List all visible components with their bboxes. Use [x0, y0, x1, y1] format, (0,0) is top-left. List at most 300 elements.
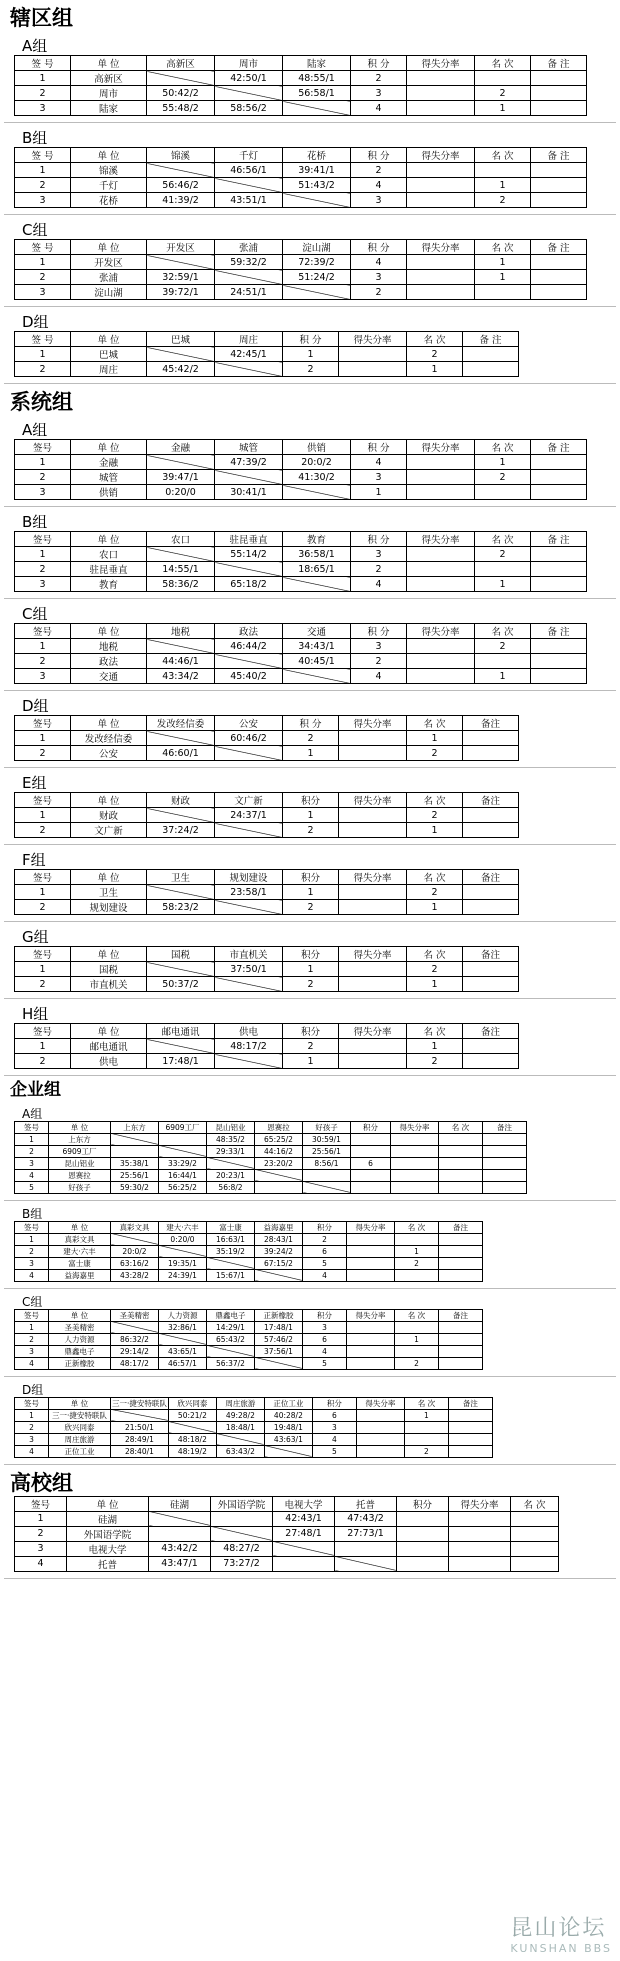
standings-table [14, 1221, 483, 1282]
table-cell [407, 654, 475, 669]
divider [4, 761, 616, 768]
table-cell [531, 562, 587, 577]
header-cell: 得失分率 [449, 1496, 511, 1511]
table-cell: 3 [351, 193, 407, 208]
table-cell: 48:27/2 [211, 1541, 273, 1556]
table-row [15, 1433, 493, 1445]
table-cell: 3 [351, 547, 407, 562]
table-cell [439, 1333, 483, 1345]
table-header-row [15, 793, 519, 808]
table-cell [339, 808, 407, 823]
table-cell: 46:44/2 [215, 639, 283, 654]
table-cell [111, 1321, 159, 1333]
table-cell: 48:17/2 [215, 1039, 283, 1054]
header-cell: 签号 [15, 1121, 49, 1133]
table-cell [283, 193, 351, 208]
header-cell: 备 注 [531, 440, 587, 455]
table-cell: 48:55/1 [283, 71, 351, 86]
table-cell: 46:60/1 [147, 746, 215, 761]
table-cell [463, 1054, 519, 1069]
table-cell: 37:50/1 [215, 962, 283, 977]
header-cell: 农口 [147, 532, 215, 547]
table-cell [439, 1169, 483, 1181]
table-cell: 2 [283, 1039, 339, 1054]
team-cell: 卫生 [71, 885, 147, 900]
table-cell [448, 1421, 492, 1433]
table-cell [483, 1145, 527, 1157]
table-cell: 16:63/1 [207, 1233, 255, 1245]
table-cell: 1 [15, 347, 71, 362]
table-cell: 40:45/1 [283, 654, 351, 669]
table-cell: 3 [15, 1541, 67, 1556]
table-cell: 2 [283, 731, 339, 746]
table-cell: 3 [15, 485, 71, 500]
divider [4, 1370, 616, 1377]
table-row [15, 1257, 483, 1269]
table-cell: 3 [15, 1257, 49, 1269]
header-cell: 交通 [283, 624, 351, 639]
header-cell: 财政 [147, 793, 215, 808]
table-cell [351, 1133, 391, 1145]
table-cell [255, 1269, 303, 1281]
table-cell: 4 [15, 1357, 49, 1369]
table-row [15, 1541, 607, 1556]
header-cell: 单 位 [71, 1024, 147, 1039]
header-cell: 名 次 [407, 716, 463, 731]
team-cell: 鼎鑫电子 [49, 1345, 111, 1357]
table-cell [347, 1269, 395, 1281]
table-cell [215, 178, 283, 193]
table-cell: 46:56/1 [215, 163, 283, 178]
table-cell: 3 [15, 1345, 49, 1357]
table-cell [463, 731, 519, 746]
table-cell: 73:27/2 [211, 1556, 273, 1571]
table-cell: 1 [15, 885, 71, 900]
table-row [15, 86, 587, 101]
standings-table [14, 792, 519, 838]
table-cell [356, 1421, 404, 1433]
team-cell: 周庄 [71, 362, 147, 377]
team-cell: 昆山铝业 [49, 1157, 111, 1169]
table-cell [215, 86, 283, 101]
table-cell [463, 823, 519, 838]
header-cell: 积 分 [351, 440, 407, 455]
team-cell: 驻昆垂直 [71, 562, 147, 577]
table-cell [147, 455, 215, 470]
header-cell: 名 次 [511, 1496, 559, 1511]
table-row [15, 577, 587, 592]
header-cell: 备 注 [463, 332, 519, 347]
watermark [510, 1911, 612, 1955]
table-cell [211, 1526, 273, 1541]
header-cell: 外国语学院 [211, 1496, 273, 1511]
table-cell: 2 [283, 362, 339, 377]
header-cell: 张浦 [215, 240, 283, 255]
header-cell: 得失分率 [391, 1121, 439, 1133]
table-cell: 39:47/1 [147, 470, 215, 485]
team-cell: 规划建设 [71, 900, 147, 915]
table-cell [347, 1333, 395, 1345]
table-cell: 43:51/1 [215, 193, 283, 208]
table-cell [439, 1157, 483, 1169]
header-cell: 三一·捷安特联队 [112, 1398, 167, 1408]
table-cell [483, 1157, 527, 1169]
table-cell [159, 1245, 207, 1257]
header-cell: 名 次 [407, 1024, 463, 1039]
team-cell: 好孩子 [49, 1181, 111, 1193]
table-cell: 55:48/2 [147, 101, 215, 116]
table-cell [351, 1181, 391, 1193]
header-cell: 备 注 [531, 148, 587, 163]
table-cell [407, 255, 475, 270]
header-cell: 淀山湖 [283, 240, 351, 255]
table-cell [159, 1333, 207, 1345]
table-row [15, 823, 519, 838]
header-cell: 签 号 [15, 148, 71, 163]
header-cell: 备注 [463, 947, 519, 962]
table-cell [407, 470, 475, 485]
table-cell: 2 [15, 86, 71, 101]
table-cell: 2 [303, 1233, 347, 1245]
table-cell [531, 455, 587, 470]
table-cell: 60:46/2 [215, 731, 283, 746]
table-row [15, 962, 519, 977]
header-cell: 周庄 [215, 332, 283, 347]
table-cell [448, 1433, 492, 1445]
table-cell: 2 [407, 962, 463, 977]
table-header-row [15, 440, 587, 455]
table-cell [449, 1526, 511, 1541]
header-cell: 得失分率 [407, 440, 475, 455]
table-cell [147, 639, 215, 654]
table-row [15, 1157, 527, 1169]
table-cell [395, 1321, 439, 1333]
header-cell: 名 次 [475, 532, 531, 547]
table-cell [255, 1357, 303, 1369]
table-cell: 6 [303, 1333, 347, 1345]
standings-table [14, 1309, 483, 1370]
table-row [15, 485, 587, 500]
table-cell: 1 [15, 1409, 49, 1421]
header-cell: 政法 [215, 624, 283, 639]
table-cell: 43:28/2 [111, 1269, 159, 1281]
header-cell: 签号 [15, 440, 71, 455]
table-cell: 2 [475, 470, 531, 485]
team-cell: 市直机关 [71, 977, 147, 992]
header-cell: 人力资源 [159, 1309, 207, 1321]
table-cell: 2 [404, 1445, 448, 1457]
table-cell [404, 1421, 448, 1433]
team-cell: 邮电通讯 [71, 1039, 147, 1054]
table-row [15, 977, 519, 992]
table-cell [207, 1157, 255, 1169]
divider [4, 1069, 616, 1076]
table-cell [407, 270, 475, 285]
header-cell: 得失分率 [407, 624, 475, 639]
table-cell: 67:15/2 [255, 1257, 303, 1269]
table-cell [347, 1257, 395, 1269]
table-cell [215, 900, 283, 915]
table-cell: 1 [404, 1409, 448, 1421]
header-cell: 公安 [215, 716, 283, 731]
team-cell: 淀山湖 [71, 285, 147, 300]
header-cell: 电视大学 [273, 1496, 335, 1511]
table-cell: 28:43/1 [255, 1233, 303, 1245]
table-cell: 32:59/1 [147, 270, 215, 285]
table-cell [147, 1039, 215, 1054]
header-cell: 备注 [463, 1024, 519, 1039]
table-cell: 1 [475, 455, 531, 470]
table-cell [407, 562, 475, 577]
table-cell: 63:43/2 [216, 1445, 264, 1457]
group-title: F组 [22, 851, 46, 870]
table-cell: 28:40/1 [111, 1445, 169, 1457]
header-cell: 签号 [15, 793, 71, 808]
header-cell: 教育 [283, 532, 351, 547]
team-cell: 城管 [71, 470, 147, 485]
table-row [15, 1181, 527, 1193]
table-cell [147, 962, 215, 977]
table-cell: 65:43/2 [207, 1333, 255, 1345]
watermark-en: KUNSHAN BBS [510, 1942, 612, 1955]
table-cell: 55:14/2 [215, 547, 283, 562]
table-cell [391, 1133, 439, 1145]
header-cell: 硅湖 [149, 1496, 211, 1511]
table-cell: 3 [15, 101, 71, 116]
header-cell: 积分 [351, 1121, 391, 1133]
table-cell: 2 [15, 1054, 71, 1069]
table-cell [283, 669, 351, 684]
table-row [15, 1556, 607, 1571]
header-cell: 积分 [283, 1024, 339, 1039]
group-title: D组 [22, 1382, 44, 1397]
table-cell: 3 [351, 639, 407, 654]
table-cell: 1 [15, 808, 71, 823]
table-cell [339, 362, 407, 377]
table-cell: 1 [475, 255, 531, 270]
table-cell: 4 [15, 1445, 49, 1457]
team-cell: 周市 [71, 86, 147, 101]
team-cell: 圣美精密 [49, 1321, 111, 1333]
table-row [15, 101, 587, 116]
table-row [15, 900, 519, 915]
table-cell: 39:41/1 [283, 163, 351, 178]
group-title: C组 [22, 1294, 43, 1309]
table-cell [347, 1357, 395, 1369]
table-cell [531, 547, 587, 562]
standings-table [14, 946, 519, 992]
table-row [15, 1245, 483, 1257]
header-cell: 备注 [439, 1221, 483, 1233]
table-cell [215, 470, 283, 485]
table-cell: 17:48/1 [255, 1321, 303, 1333]
header-cell: 欣兴同泰 [168, 1397, 216, 1409]
team-cell: 托普 [67, 1556, 149, 1571]
table-cell [449, 1511, 511, 1526]
table-cell [391, 1169, 439, 1181]
group-title: A组 [22, 37, 48, 56]
table-cell [397, 1541, 449, 1556]
standings-table [14, 1397, 493, 1458]
table-cell: 4 [312, 1433, 356, 1445]
table-cell [147, 255, 215, 270]
table-cell: 4 [351, 178, 407, 193]
table-cell [407, 285, 475, 300]
table-cell [439, 1345, 483, 1357]
table-cell: 35:38/1 [111, 1157, 159, 1169]
table-cell: 1 [475, 101, 531, 116]
header-cell: 签号 [15, 1221, 49, 1233]
header-cell: 得失分率 [339, 716, 407, 731]
header-cell: 益海嘉里 [255, 1221, 303, 1233]
table-cell: 48:35/2 [207, 1133, 255, 1145]
table-cell [347, 1233, 395, 1245]
table-cell [439, 1321, 483, 1333]
header-cell: 名 次 [407, 947, 463, 962]
team-cell: 张浦 [71, 270, 147, 285]
table-cell [439, 1269, 483, 1281]
team-cell: 陆家 [71, 101, 147, 116]
table-cell: 4 [351, 255, 407, 270]
header-cell: 单 位 [71, 148, 147, 163]
team-cell: 上东方 [49, 1133, 111, 1145]
table-cell: 4 [15, 1269, 49, 1281]
table-cell: 8:56/1 [303, 1157, 351, 1169]
table-cell: 5 [303, 1257, 347, 1269]
header-cell: 建大·六丰 [159, 1221, 207, 1233]
table-cell: 1 [283, 746, 339, 761]
table-cell [463, 962, 519, 977]
table-cell: 23:58/1 [215, 885, 283, 900]
table-cell [147, 731, 215, 746]
header-cell: 地税 [147, 624, 215, 639]
table-cell [407, 577, 475, 592]
table-cell [339, 823, 407, 838]
table-row [15, 1511, 607, 1526]
table-cell [475, 654, 531, 669]
table-cell: 1 [15, 1133, 49, 1145]
table-cell [283, 285, 351, 300]
table-cell: 2 [15, 270, 71, 285]
table-cell: 65:18/2 [215, 577, 283, 592]
header-cell: 鼎鑫电子 [207, 1309, 255, 1321]
table-cell: 2 [283, 823, 339, 838]
table-cell [407, 101, 475, 116]
header-cell: 备 注 [531, 240, 587, 255]
table-cell [397, 1556, 449, 1571]
table-cell: 1 [407, 362, 463, 377]
table-cell: 1 [15, 1321, 49, 1333]
table-cell: 2 [15, 1145, 49, 1157]
group-title: D组 [22, 313, 49, 332]
table-cell: 1 [407, 977, 463, 992]
table-cell: 1 [15, 639, 71, 654]
table-cell: 3 [351, 270, 407, 285]
table-cell: 4 [303, 1345, 347, 1357]
table-cell: 2 [407, 1054, 463, 1069]
table-cell [168, 1421, 216, 1433]
header-cell: 签号 [15, 716, 71, 731]
table-cell [211, 1511, 273, 1526]
header-cell: 得失分率 [407, 532, 475, 547]
table-cell [335, 1556, 397, 1571]
divider [4, 1458, 616, 1465]
table-cell [439, 1133, 483, 1145]
header-cell: 供电 [215, 1024, 283, 1039]
header-cell: 签号 [15, 1309, 49, 1321]
table-cell [531, 71, 587, 86]
header-cell: 富士康 [207, 1221, 255, 1233]
table-cell [147, 347, 215, 362]
table-cell [395, 1233, 439, 1245]
table-cell [149, 1511, 211, 1526]
table-cell: 24:51/1 [215, 285, 283, 300]
group-title: H组 [22, 1005, 49, 1024]
team-cell: 发改经信委 [71, 731, 147, 746]
table-cell [483, 1169, 527, 1181]
table-cell: 30:41/1 [215, 485, 283, 500]
divider [4, 992, 616, 999]
table-cell [531, 654, 587, 669]
table-row [15, 362, 519, 377]
table-cell [391, 1181, 439, 1193]
table-header-row [15, 1121, 527, 1133]
divider [4, 116, 616, 123]
table-cell [407, 163, 475, 178]
table-cell: 28:49/1 [111, 1433, 169, 1445]
table-cell [283, 485, 351, 500]
header-cell: 积 分 [351, 532, 407, 547]
table-cell: 1 [15, 1039, 71, 1054]
table-cell [339, 885, 407, 900]
table-cell: 50:37/2 [147, 977, 215, 992]
table-cell: 43:65/1 [159, 1345, 207, 1357]
table-cell: 3 [15, 577, 71, 592]
table-cell [339, 1054, 407, 1069]
header-cell: 备注 [463, 870, 519, 885]
header-cell: 得失分率 [356, 1397, 404, 1409]
table-cell: 17:48/1 [147, 1054, 215, 1069]
table-row [15, 178, 587, 193]
table-cell: 1 [351, 485, 407, 500]
team-cell: 开发区 [71, 255, 147, 270]
table-cell: 1 [475, 669, 531, 684]
table-cell [407, 639, 475, 654]
table-cell: 56:58/1 [283, 86, 351, 101]
table-row [15, 731, 519, 746]
table-cell [255, 1181, 303, 1193]
table-cell: 23:20/2 [255, 1157, 303, 1169]
header-cell: 名 次 [407, 793, 463, 808]
table-cell: 1 [283, 1054, 339, 1069]
team-cell: 硅湖 [67, 1511, 149, 1526]
table-cell [463, 977, 519, 992]
table-row [15, 654, 587, 669]
section-title: 辖区组 [10, 6, 73, 30]
table-cell: 51:43/2 [283, 178, 351, 193]
table-cell [147, 163, 215, 178]
table-cell [531, 255, 587, 270]
table-cell: 58:23/2 [147, 900, 215, 915]
table-cell [407, 178, 475, 193]
team-cell: 真彩文具 [49, 1233, 111, 1245]
header-cell: 单 位 [71, 332, 147, 347]
header-cell: 高新区 [147, 56, 215, 71]
table-cell: 18:48/1 [216, 1421, 264, 1433]
team-cell: 财政 [71, 808, 147, 823]
header-cell: 积 分 [283, 716, 339, 731]
table-cell: 30:59/1 [303, 1133, 351, 1145]
